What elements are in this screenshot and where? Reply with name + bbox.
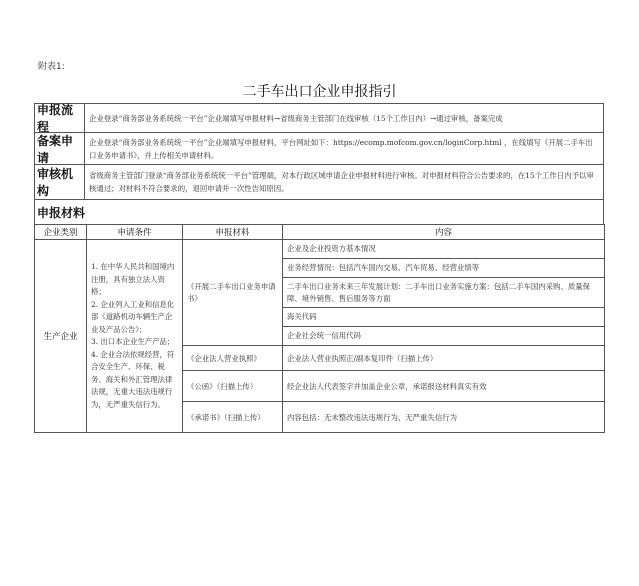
section-filing: [34, 132, 604, 164]
conditions-text: 1. 在中华人民共和国境内注册，具有独立法人资格； 2. 企业列入工业和信息化部《道路机动车辆生产企业及产品公告》； 3. 出口本企业生产产品； 4. 企业合法依规经营，符合安全生产、环保、税务、海关和外汇管理法律法规，无重大违法违规行为，无严重失信行为。: [91, 262, 175, 409]
section-label: 申报材料: [37, 205, 86, 220]
section-label: 备案申请: [35, 133, 85, 164]
application-conditions: [87, 240, 183, 433]
section-content: 省级商务主管部门登录“商务部业务系统统一平台”管理端，对本行政区域申请企业申报材料进行审核。对申报材料符合公告要求的，在15个工作日内予以审核通过；对材料不符合要求的，退回申请并一次性告知原因。: [89, 171, 594, 193]
section-content: [85, 200, 603, 224]
material-name: 《公函》（扫描上传）: [183, 371, 283, 402]
material-name: 《企业法人营业执照》: [183, 346, 283, 371]
material-content: 海关代码: [283, 308, 605, 327]
section-label: 审核机构: [35, 165, 85, 199]
material-content: 业务经营情况：包括汽车国内交易、汽车贸易、经营业绩等: [283, 259, 605, 278]
material-content: 企业及企业投资方基本情况: [283, 240, 605, 259]
material-content: 内容包括：无未整改违法违规行为、无严重失信行为: [283, 402, 605, 433]
material-content: 企业法人营业执照正/副本复印件（扫描上传）: [283, 346, 605, 371]
section-content: 企业登录“商务部业务系统统一平台”企业端填写申报材料→省级商务主管部门在线审核（15个工作日内）→通过审核，备案完成: [89, 113, 503, 123]
enterprise-category: 生产企业: [35, 240, 87, 433]
table-header-row: [35, 225, 605, 240]
section-label: 申报流程: [35, 104, 85, 132]
guide-sheet: [34, 103, 604, 433]
material-name: 《开展二手车出口业务申请书》: [183, 240, 283, 346]
material-content: 二手车出口业务未来三年发展计划：二手车出口业务实施方案：包括二手车国内采购、质量保障、境外销售、售后服务等方面: [283, 278, 605, 308]
table-row: [35, 240, 605, 259]
material-content: 经企业法人代表签字并加盖企业公章，承诺报送材料真实有效: [283, 371, 605, 402]
attachment-label: 附表1:: [38, 62, 65, 72]
column-header: 申报材料: [183, 225, 283, 240]
section-content: 企业登录“商务部业务系统统一平台”企业端填写申报材料，平台网址如下：https://ecomp.mofcom.gov.cn/loginCorp.html ，在线填写《开展二手车出口业务申请书》，并上传相关申请材料。: [89, 137, 593, 160]
materials-table: [34, 224, 605, 433]
material-name: 《承诺书》（扫描上传）: [183, 402, 283, 433]
section-process: [34, 103, 604, 132]
material-content: 企业社会统一信用代码: [283, 327, 605, 346]
column-header: 内容: [283, 225, 605, 240]
page-title: 二手车出口企业申报指引: [242, 84, 397, 100]
column-header: 申请条件: [87, 225, 183, 240]
section-review-agency: [34, 164, 604, 199]
column-header: 企业类别: [35, 225, 87, 240]
section-materials: [34, 199, 604, 224]
